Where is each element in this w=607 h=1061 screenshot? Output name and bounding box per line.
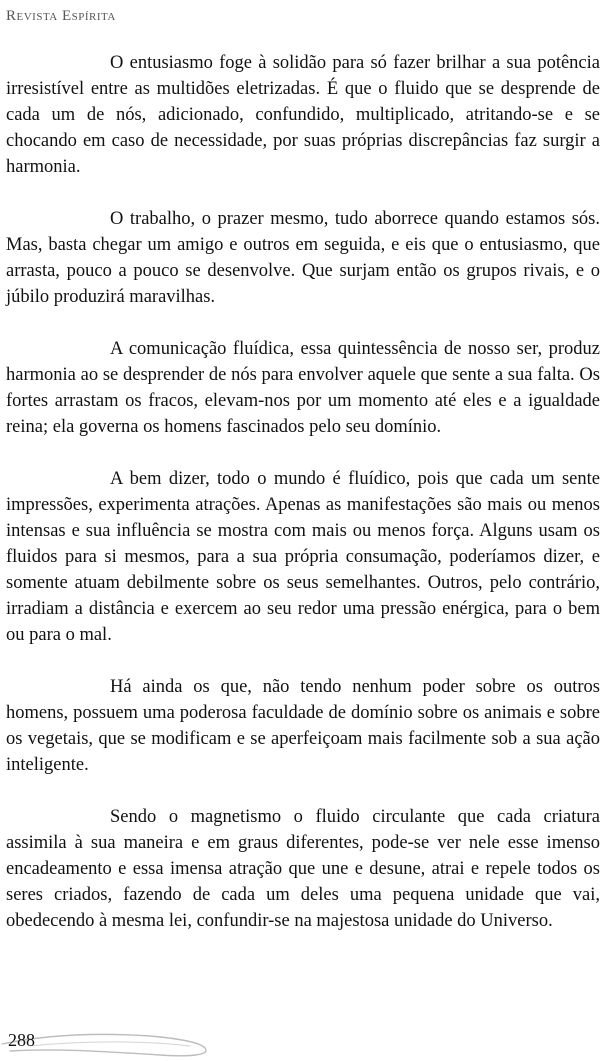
running-head: Revista Espírita (6, 8, 116, 24)
paragraph-1: O entusiasmo foge à solidão para só fazer brilhar a sua potência irresistível entre as multidões eletrizadas. É que o fluido que se desprende de cada um de nós, adicionado, confundido, multiplicado, atritando-se e se chocando em caso de necessidade, por suas próprias discrepâncias faz surgir a harmonia. (6, 53, 600, 177)
paragraph-5: Há ainda os que, não tendo nenhum poder sobre os outros homens, possuem uma poderosa faculdade de domínio sobre os animais e sobre os vegetais, que se modificam e se aperfeiçoam mais facilmente sob a sua ação inteligente. (6, 677, 600, 775)
paragraph-4: A bem dizer, todo o mundo é fluídico, pois que cada um sente impressões, experimenta atrações. Apenas as manifestações são mais ou menos intensas e sua influência se mostra com mais ou menos força. Alguns usam os fluidos para si mesmos, para a sua própria consumação, poderíamos dizer, e somente atuam debilmente sobre os seus semelhantes. Outros, pelo contrário, irradiam a distância e exercem ao seu redor uma pressão enérgica, para o bem ou para o mal. (6, 469, 600, 645)
paragraph-2: O trabalho, o prazer mesmo, tudo aborrece quando estamos sós. Mas, basta chegar um amigo e outros em seguida, e eis que o entusiasmo, que arrasta, pouco a pouco se desenvolve. Que surjam então os grupos rivais, e o júbilo produzirá maravilhas. (6, 209, 600, 307)
paragraph-3: A comunicação fluídica, essa quintessência de nosso ser, produz harmonia ao se desprender de nós para envolver aquele que sente a sua falta. Os fortes arrastam os fracos, elevam-nos por um momento até eles e a igualdade reina; ela governa os homens fascinados pelo seu domínio. (6, 339, 600, 437)
paragraph-6: Sendo o magnetismo o fluido circulante que cada criatura assimila à sua maneira e em graus diferentes, pode-se ver nele esse imenso encadeamento e essa imensa atração que une e desune, atrai e repele todos os seres criados, fazendo de cada um deles uma pequena unidade que vai, obedecendo à mesma lei, confundir-se na majestosa unidade do Universo. (6, 807, 600, 931)
body-text (6, 50, 600, 960)
page-number: 288 (8, 1030, 35, 1050)
